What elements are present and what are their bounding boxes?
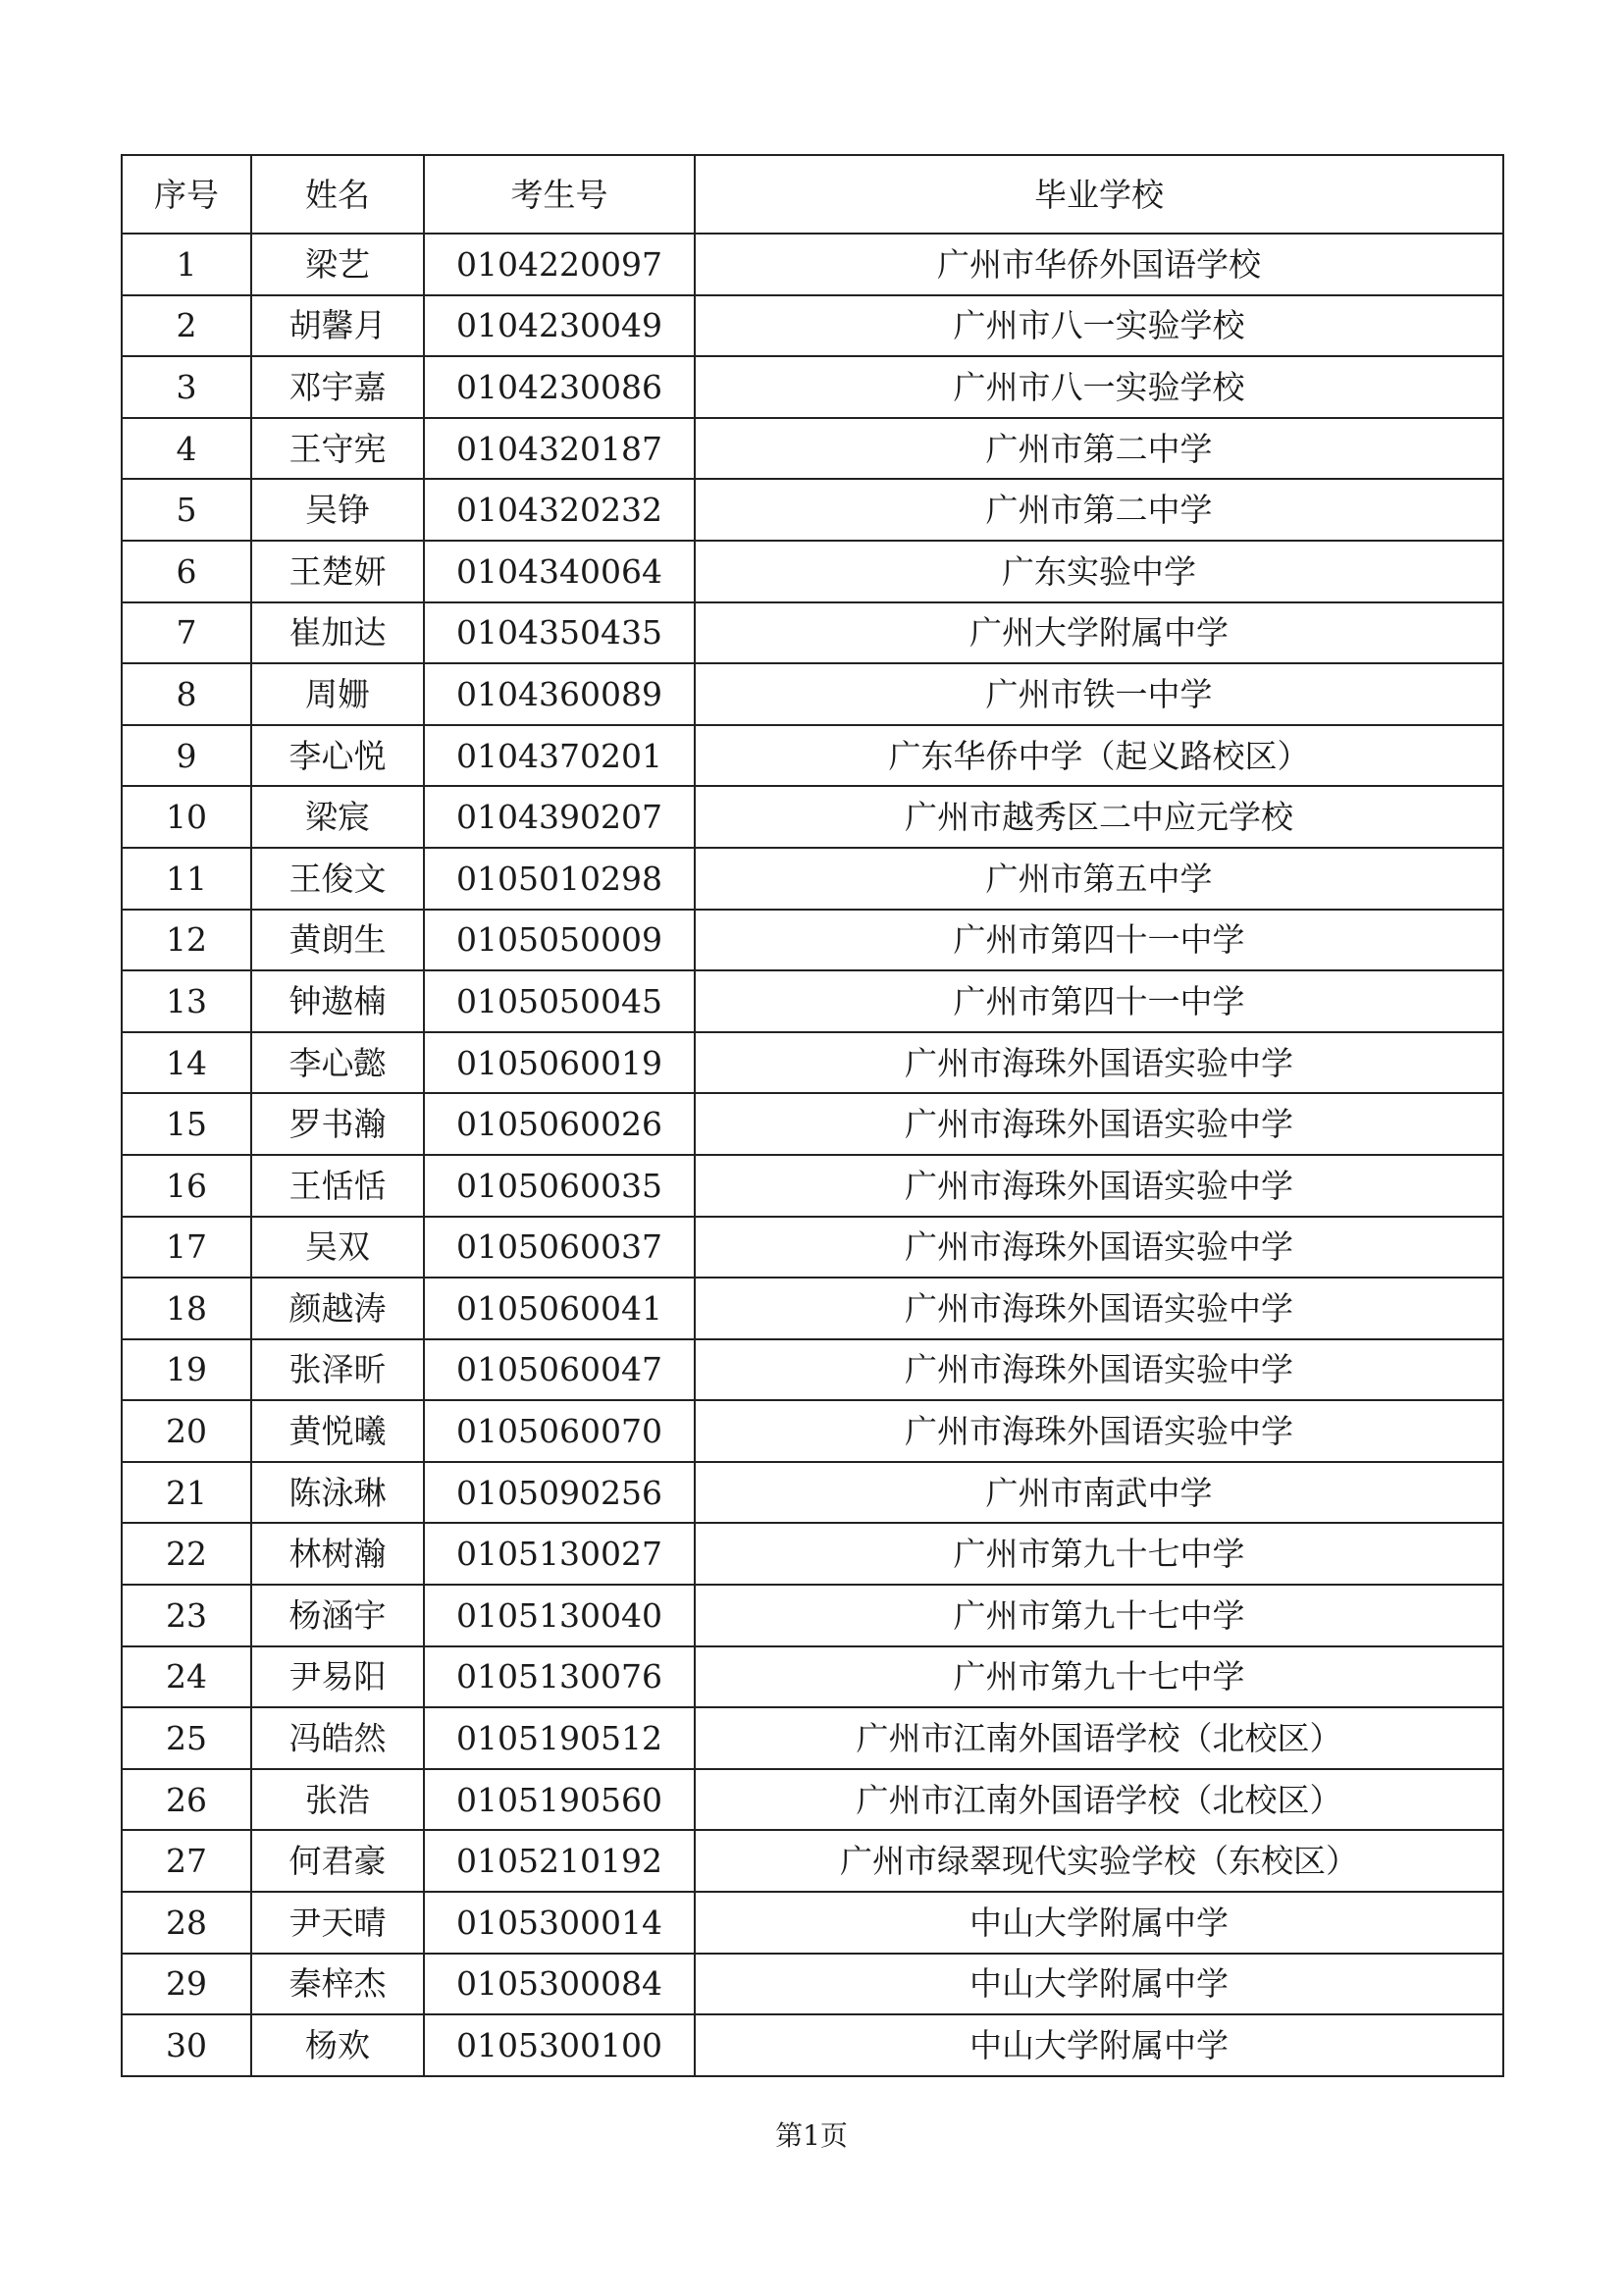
- cell-name: 钟遨楠: [251, 970, 424, 1032]
- cell-exam-number: 0104320187: [424, 418, 695, 480]
- cell-school: 广州市海珠外国语实验中学: [695, 1400, 1503, 1462]
- cell-exam-number: 0105010298: [424, 848, 695, 910]
- table-row: [122, 1523, 1503, 1585]
- cell-exam-number: 0105090256: [424, 1462, 695, 1524]
- cell-school: 广州市江南外国语学校（北校区）: [695, 1769, 1503, 1831]
- cell-index: 27: [122, 1830, 251, 1892]
- cell-index: 10: [122, 786, 251, 848]
- cell-name: 吴双: [251, 1217, 424, 1278]
- cell-name: 陈泳琳: [251, 1462, 424, 1524]
- cell-exam-number: 0104350435: [424, 602, 695, 664]
- cell-school: 广州市南武中学: [695, 1462, 1503, 1524]
- cell-school: 广州市海珠外国语实验中学: [695, 1339, 1503, 1401]
- cell-school: 广州市绿翠现代实验学校（东校区）: [695, 1830, 1503, 1892]
- table-row: [122, 356, 1503, 418]
- table-row: [122, 1646, 1503, 1708]
- cell-exam-number: 0105190512: [424, 1707, 695, 1769]
- cell-name: 何君豪: [251, 1830, 424, 1892]
- cell-exam-number: 0105060047: [424, 1339, 695, 1401]
- cell-school: 广州市第九十七中学: [695, 1585, 1503, 1646]
- table-row: [122, 1585, 1503, 1646]
- cell-name: 王楚妍: [251, 541, 424, 602]
- cell-name: 王守宪: [251, 418, 424, 480]
- cell-exam-number: 0104370201: [424, 725, 695, 787]
- cell-exam-number: 0105050009: [424, 910, 695, 971]
- table-row: [122, 725, 1503, 787]
- table-row: [122, 1032, 1503, 1094]
- cell-name: 王恬恬: [251, 1155, 424, 1217]
- cell-school: 中山大学附属中学: [695, 2014, 1503, 2076]
- cell-exam-number: 0105130076: [424, 1646, 695, 1708]
- cell-name: 黄朗生: [251, 910, 424, 971]
- cell-school: 广州市越秀区二中应元学校: [695, 786, 1503, 848]
- cell-name: 罗书瀚: [251, 1093, 424, 1155]
- cell-school: 广州市第九十七中学: [695, 1646, 1503, 1708]
- table-row: [122, 234, 1503, 295]
- cell-school: 广州市八一实验学校: [695, 356, 1503, 418]
- cell-school: 广州市第九十七中学: [695, 1523, 1503, 1585]
- cell-exam-number: 0104340064: [424, 541, 695, 602]
- table-row: [122, 1707, 1503, 1769]
- cell-index: 6: [122, 541, 251, 602]
- cell-school: 广州市铁一中学: [695, 663, 1503, 725]
- cell-exam-number: 0104230086: [424, 356, 695, 418]
- cell-index: 4: [122, 418, 251, 480]
- student-roster-table: [121, 154, 1504, 2077]
- cell-school: 中山大学附属中学: [695, 1892, 1503, 1954]
- cell-index: 28: [122, 1892, 251, 1954]
- cell-school: 广州市第四十一中学: [695, 970, 1503, 1032]
- cell-exam-number: 0105130040: [424, 1585, 695, 1646]
- cell-index: 22: [122, 1523, 251, 1585]
- cell-index: 17: [122, 1217, 251, 1278]
- cell-index: 9: [122, 725, 251, 787]
- cell-exam-number: 0104230049: [424, 295, 695, 357]
- table-row: [122, 1217, 1503, 1278]
- table-row: [122, 1339, 1503, 1401]
- cell-exam-number: 0105060041: [424, 1278, 695, 1339]
- cell-name: 胡馨月: [251, 295, 424, 357]
- cell-name: 尹天晴: [251, 1892, 424, 1954]
- cell-index: 21: [122, 1462, 251, 1524]
- table-row: [122, 2014, 1503, 2076]
- cell-exam-number: 0105050045: [424, 970, 695, 1032]
- cell-index: 24: [122, 1646, 251, 1708]
- table-body: [122, 234, 1503, 2076]
- cell-school: 广州市海珠外国语实验中学: [695, 1155, 1503, 1217]
- table-row: [122, 295, 1503, 357]
- table-header: [122, 155, 1503, 234]
- cell-school: 广东实验中学: [695, 541, 1503, 602]
- cell-index: 18: [122, 1278, 251, 1339]
- cell-exam-number: 0105060035: [424, 1155, 695, 1217]
- cell-name: 黄悦曦: [251, 1400, 424, 1462]
- cell-school: 广州大学附属中学: [695, 602, 1503, 664]
- table-row: [122, 970, 1503, 1032]
- cell-exam-number: 0104360089: [424, 663, 695, 725]
- table-row: [122, 602, 1503, 664]
- cell-name: 林树瀚: [251, 1523, 424, 1585]
- cell-school: 广州市第五中学: [695, 848, 1503, 910]
- table-row: [122, 786, 1503, 848]
- cell-index: 14: [122, 1032, 251, 1094]
- table-row: [122, 1155, 1503, 1217]
- table-row: [122, 1954, 1503, 2015]
- cell-exam-number: 0104320232: [424, 479, 695, 541]
- cell-name: 吴铮: [251, 479, 424, 541]
- cell-index: 20: [122, 1400, 251, 1462]
- cell-school: 广州市海珠外国语实验中学: [695, 1217, 1503, 1278]
- cell-index: 11: [122, 848, 251, 910]
- header-school: 毕业学校: [695, 155, 1503, 234]
- cell-name: 梁艺: [251, 234, 424, 295]
- cell-index: 12: [122, 910, 251, 971]
- cell-name: 邓宇嘉: [251, 356, 424, 418]
- cell-school: 广州市八一实验学校: [695, 295, 1503, 357]
- table-row: [122, 541, 1503, 602]
- cell-exam-number: 0105060070: [424, 1400, 695, 1462]
- cell-index: 19: [122, 1339, 251, 1401]
- cell-school: 广州市第四十一中学: [695, 910, 1503, 971]
- cell-index: 7: [122, 602, 251, 664]
- cell-name: 张泽昕: [251, 1339, 424, 1401]
- cell-exam-number: 0104220097: [424, 234, 695, 295]
- cell-name: 崔加达: [251, 602, 424, 664]
- cell-exam-number: 0105060019: [424, 1032, 695, 1094]
- table-row: [122, 418, 1503, 480]
- cell-exam-number: 0105210192: [424, 1830, 695, 1892]
- table-row: [122, 1769, 1503, 1831]
- cell-school: 广州市海珠外国语实验中学: [695, 1278, 1503, 1339]
- cell-school: 广州市海珠外国语实验中学: [695, 1032, 1503, 1094]
- cell-exam-number: 0104390207: [424, 786, 695, 848]
- table-row: [122, 1892, 1503, 1954]
- table-row: [122, 1462, 1503, 1524]
- cell-index: 2: [122, 295, 251, 357]
- cell-index: 3: [122, 356, 251, 418]
- header-row: [122, 155, 1503, 234]
- cell-name: 周姗: [251, 663, 424, 725]
- table-row: [122, 848, 1503, 910]
- cell-exam-number: 0105060037: [424, 1217, 695, 1278]
- cell-school: 广州市第二中学: [695, 418, 1503, 480]
- cell-name: 梁宸: [251, 786, 424, 848]
- table-row: [122, 1400, 1503, 1462]
- cell-name: 尹易阳: [251, 1646, 424, 1708]
- cell-name: 李心懿: [251, 1032, 424, 1094]
- cell-school: 广州市华侨外国语学校: [695, 234, 1503, 295]
- cell-index: 13: [122, 970, 251, 1032]
- cell-name: 王俊文: [251, 848, 424, 910]
- cell-index: 23: [122, 1585, 251, 1646]
- cell-index: 29: [122, 1954, 251, 2015]
- table-row: [122, 910, 1503, 971]
- cell-exam-number: 0105300014: [424, 1892, 695, 1954]
- cell-school: 广州市第二中学: [695, 479, 1503, 541]
- cell-index: 15: [122, 1093, 251, 1155]
- cell-school: 广州市海珠外国语实验中学: [695, 1093, 1503, 1155]
- cell-name: 冯皓然: [251, 1707, 424, 1769]
- table-row: [122, 663, 1503, 725]
- cell-name: 张浩: [251, 1769, 424, 1831]
- cell-index: 30: [122, 2014, 251, 2076]
- cell-name: 秦梓杰: [251, 1954, 424, 2015]
- cell-index: 26: [122, 1769, 251, 1831]
- cell-index: 16: [122, 1155, 251, 1217]
- table-row: [122, 1278, 1503, 1339]
- cell-school: 广东华侨中学（起义路校区）: [695, 725, 1503, 787]
- table-row: [122, 1093, 1503, 1155]
- header-name: 姓名: [251, 155, 424, 234]
- cell-exam-number: 0105060026: [424, 1093, 695, 1155]
- cell-name: 杨涵宇: [251, 1585, 424, 1646]
- cell-index: 25: [122, 1707, 251, 1769]
- cell-exam-number: 0105300084: [424, 1954, 695, 2015]
- cell-name: 李心悦: [251, 725, 424, 787]
- cell-index: 1: [122, 234, 251, 295]
- cell-name: 颜越涛: [251, 1278, 424, 1339]
- header-exam-number: 考生号: [424, 155, 695, 234]
- cell-index: 8: [122, 663, 251, 725]
- cell-exam-number: 0105130027: [424, 1523, 695, 1585]
- page-number: 第1页: [775, 2119, 848, 2152]
- cell-exam-number: 0105190560: [424, 1769, 695, 1831]
- table-row: [122, 479, 1503, 541]
- cell-name: 杨欢: [251, 2014, 424, 2076]
- cell-school: 中山大学附属中学: [695, 1954, 1503, 2015]
- table-row: [122, 1830, 1503, 1892]
- header-index: 序号: [122, 155, 251, 234]
- cell-exam-number: 0105300100: [424, 2014, 695, 2076]
- cell-index: 5: [122, 479, 251, 541]
- cell-school: 广州市江南外国语学校（北校区）: [695, 1707, 1503, 1769]
